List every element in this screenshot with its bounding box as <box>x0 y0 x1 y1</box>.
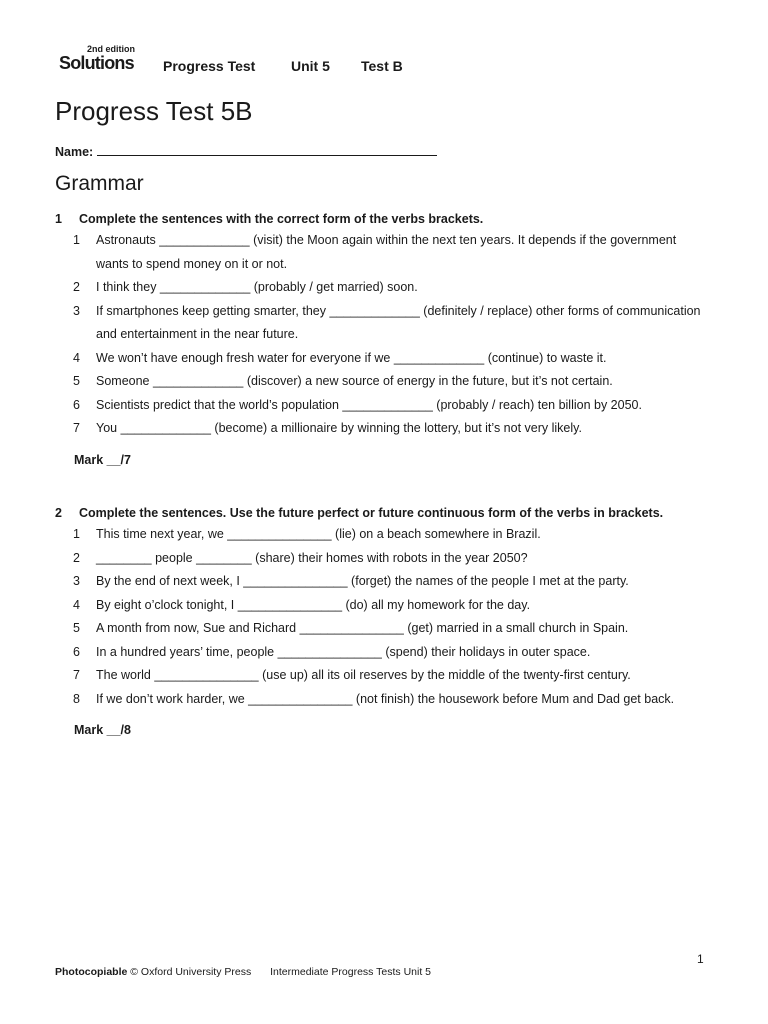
item-number: 7 <box>73 421 80 435</box>
exercise-instruction-text: Complete the sentences. Use the future perfect or future continuous form of the verbs in brackets. <box>79 506 664 520</box>
page-title: Progress Test 5B <box>55 96 253 126</box>
page-header <box>56 44 716 76</box>
exercise-item <box>55 664 715 688</box>
item-text: In a hundred years’ time, people _______________ (spend) their holidays in outer space. <box>96 644 591 659</box>
item-number: 4 <box>73 597 80 612</box>
footer-photocopiable: Photocopiable <box>55 966 128 978</box>
exercise-item <box>55 547 715 571</box>
exercise-item <box>55 641 715 665</box>
exercise-item <box>55 229 715 276</box>
footer-series: Intermediate Progress Tests Unit 5 <box>270 966 432 978</box>
header-section: Progress Test <box>163 58 256 74</box>
item-text: I think they _____________ (probably / get married) soon. <box>96 280 418 294</box>
item-text: You _____________ (become) a millionaire by winning the lottery, but it’s not very likely. <box>96 421 582 435</box>
mark-label: Mark __/7 <box>74 452 131 467</box>
header-unit: Unit 5 <box>291 58 330 74</box>
exercise-instruction <box>55 212 715 227</box>
item-number: 6 <box>73 397 80 412</box>
page-footer <box>55 966 431 978</box>
item-number: 7 <box>73 668 80 682</box>
item-text: We won’t have enough fresh water for everyone if we _____________ (continue) to waste it. <box>96 350 607 365</box>
name-blank-line[interactable] <box>97 143 437 156</box>
exercise-item <box>55 417 715 441</box>
solutions-logo <box>59 44 149 74</box>
exercise-items <box>55 523 715 711</box>
item-number: 2 <box>73 550 80 565</box>
item-number: 5 <box>73 621 80 635</box>
item-number: 4 <box>73 350 80 365</box>
item-text: Scientists predict that the world’s population _____________ (probably / reach) ten billion by 2050. <box>96 397 642 412</box>
exercise-1 <box>55 212 715 467</box>
exercise-2 <box>55 506 715 737</box>
logo-edition: 2nd edition <box>87 44 135 54</box>
exercise-item <box>55 347 715 371</box>
item-number: 8 <box>73 691 80 706</box>
item-text: ________ people ________ (share) their homes with robots in the year 2050? <box>96 550 528 565</box>
item-text: Someone _____________ (discover) a new source of energy in the future, but it’s not certain. <box>96 374 613 388</box>
exercise-number: 2 <box>55 506 62 520</box>
item-text: This time next year, we _______________ (lie) on a beach somewhere in Brazil. <box>96 527 541 541</box>
name-field <box>55 143 437 159</box>
mark-label: Mark __/8 <box>74 723 131 737</box>
item-text: A month from now, Sue and Richard _______________ (get) married in a small church in Spain. <box>96 621 629 635</box>
item-text: By the end of next week, I _______________ (forget) the names of the people I met at the party. <box>96 574 629 588</box>
item-text: The world _______________ (use up) all its oil reserves by the middle of the twenty-first century. <box>96 668 631 682</box>
exercise-item <box>55 300 715 347</box>
item-number: 6 <box>73 644 80 659</box>
logo-name: Solutions <box>59 53 134 73</box>
item-number: 2 <box>73 280 80 294</box>
item-number: 1 <box>73 527 80 541</box>
item-text: If we don’t work harder, we _______________ (not finish) the housework before Mum and Dad get back. <box>96 691 675 706</box>
exercise-number: 1 <box>55 212 62 226</box>
item-number: 3 <box>73 574 80 588</box>
item-text: By eight o’clock tonight, I _______________ (do) all my homework for the day. <box>96 597 531 612</box>
exercise-instruction <box>55 506 715 521</box>
footer-copyright: © Oxford University Press <box>130 966 252 978</box>
exercise-item <box>55 688 715 712</box>
item-text: If smartphones keep getting smarter, they _____________ (definitely / replace) other forms of communication and entertainment in the near future. <box>96 303 701 341</box>
exercise-items <box>55 229 715 441</box>
exercise-item <box>55 276 715 300</box>
exercise-item <box>55 617 715 641</box>
header-test: Test B <box>361 58 403 74</box>
item-text: Astronauts _____________ (visit) the Moon again within the next ten years. It depends if the government wants to spend money on it or not. <box>96 233 677 271</box>
exercise-item <box>55 523 715 547</box>
exercise-item <box>55 370 715 394</box>
item-number: 1 <box>73 233 80 247</box>
name-label: Name: <box>55 145 94 159</box>
page-number: 1 <box>697 952 704 966</box>
exercise-item <box>55 394 715 418</box>
exercise-item <box>55 594 715 618</box>
section-title: Grammar <box>55 172 144 195</box>
item-number: 5 <box>73 374 80 388</box>
item-number: 3 <box>73 303 80 318</box>
exercise-instruction-text: Complete the sentences with the correct form of the verbs brackets. <box>79 212 484 226</box>
exercise-item <box>55 570 715 594</box>
